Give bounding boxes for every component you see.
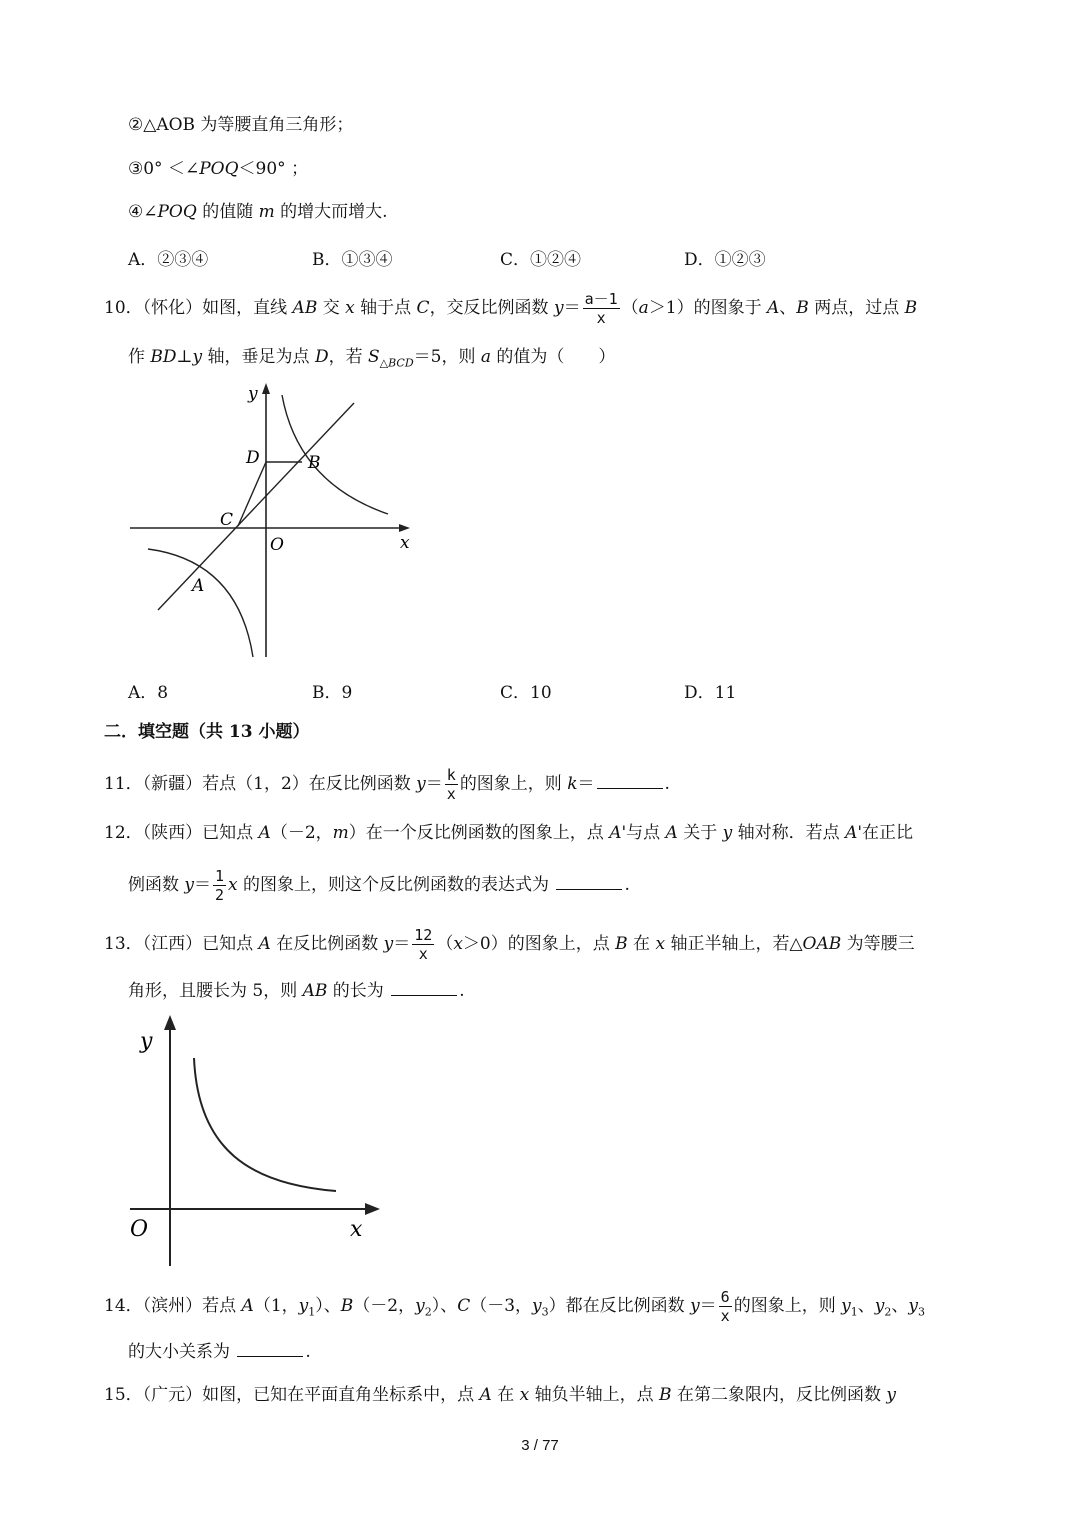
q9-item-2: ②△AOB 为等腰直角三角形； [128, 115, 354, 135]
q10-stem-line1: 10．（怀化）如图，直线 AB 交 x 轴于点 C，交反比例函数 y＝ $\frac{a-1}{x}$ （a＞1）的图象于 A、B 两点，过点 B [104, 290, 918, 327]
q9-item-4: ④∠POQ 的值随 m 的增大而增大. [128, 202, 388, 222]
q14-fraction: $\frac{6}{x}$ [720, 1288, 730, 1325]
q10-label-d: D [246, 448, 260, 468]
q11-stem: 11．（新疆）若点（1，2）在反比例函数 y＝ $\frac{k}{x}$ 的图象上，则 k＝ . [104, 766, 670, 803]
q10-option-c: C．10 [500, 683, 552, 703]
q10-option-a: A．8 [128, 683, 169, 703]
page-number: 3 / 77 [521, 1437, 559, 1454]
q14-answer-blank[interactable] [237, 1340, 303, 1357]
q10-label-o: O [270, 535, 284, 555]
q13-x-arrow [365, 1203, 380, 1215]
q10-stem-line2: 作 BD⊥y 轴，垂足为点 D，若 $S_{\triangle BCD}=5$，则 a 的值为（ ） [128, 347, 616, 370]
q12-answer-blank[interactable] [556, 873, 622, 890]
q13-label-x: x [350, 1217, 363, 1242]
q10-label-b: B [308, 453, 321, 473]
q12-fraction: $\frac{1}{2}$ [215, 867, 225, 904]
q13-y-arrow [164, 1015, 176, 1030]
section-fill-in-heading: 二．填空题（共 13 小题） [104, 722, 310, 742]
q12-stem-line2: 例函数 y＝ $\frac{1}{2}$ x 的图象上，则这个反比例函数的表达式为 . [128, 867, 630, 904]
q10-y-arrow [262, 383, 270, 394]
q14-stem-line2: 的大小关系为 . [128, 1342, 311, 1362]
q13-stem-line1: 13．（江西）已知点 A 在反比例函数 y＝ $\frac{12}{x}$ （x＞0）的图象上，点 B 在 x 轴正半轴上，若△OAB 为等腰三 [104, 926, 915, 963]
q13-answer-blank[interactable] [391, 979, 457, 996]
q10-option-d: D．11 [684, 683, 737, 703]
q10-segment-dc [238, 462, 266, 526]
q10-label-y: y [248, 384, 258, 404]
q10-label-x: x [400, 533, 410, 553]
q13-label-o: O [130, 1217, 149, 1242]
q10-figure [120, 375, 420, 665]
q13-label-y: y [140, 1029, 153, 1054]
q9-option-b: B．①③④ [312, 250, 393, 270]
q13-stem-line2: 角形，且腰长为 5，则 AB 的长为 . [128, 981, 465, 1001]
q13-hyperbola [194, 1058, 336, 1191]
q9-option-d: D．①②③ [684, 250, 766, 270]
q10-label-c: C [220, 510, 234, 530]
q13-figure [120, 1010, 390, 1270]
q10-fraction: $\frac{a-1}{x}$ [584, 290, 618, 327]
q10-line-ab [158, 403, 354, 610]
q10-option-b: B．9 [312, 683, 353, 703]
q10-hyperbola-upper [282, 395, 388, 514]
q9-option-c: C．①②④ [500, 250, 582, 270]
q13-fraction: $\frac{12}{x}$ [414, 926, 433, 963]
q11-answer-blank[interactable] [597, 772, 663, 789]
q11-fraction: $\frac{k}{x}$ [446, 766, 456, 803]
q15-stem: 15．（广元）如图，已知在平面直角坐标系中，点 A 在 x 轴负半轴上，点 B 在第二象限内，反比例函数 y [104, 1385, 896, 1405]
q12-stem-line1: 12．（陕西）已知点 A（－2，m）在一个反比例函数的图象上，点 A'与点 A 关于 y 轴对称．若点 A'在正比 [104, 823, 914, 843]
q10-label-a: A [192, 576, 205, 596]
q9-option-a: A．②③④ [128, 250, 209, 270]
q10-x-arrow [399, 524, 410, 532]
q9-item-3: ③0° ＜∠POQ＜90° ； [128, 159, 309, 179]
q14-stem-line1: 14．（滨州）若点 A（1，$y_1$）、B（－2，$y_2$）、C（－3，$y_3$）都在反比例函数 y＝ $\frac{6}{x}$ 的图象上，则 $y_1$、$y_2$、$y_3$ [104, 1288, 925, 1325]
